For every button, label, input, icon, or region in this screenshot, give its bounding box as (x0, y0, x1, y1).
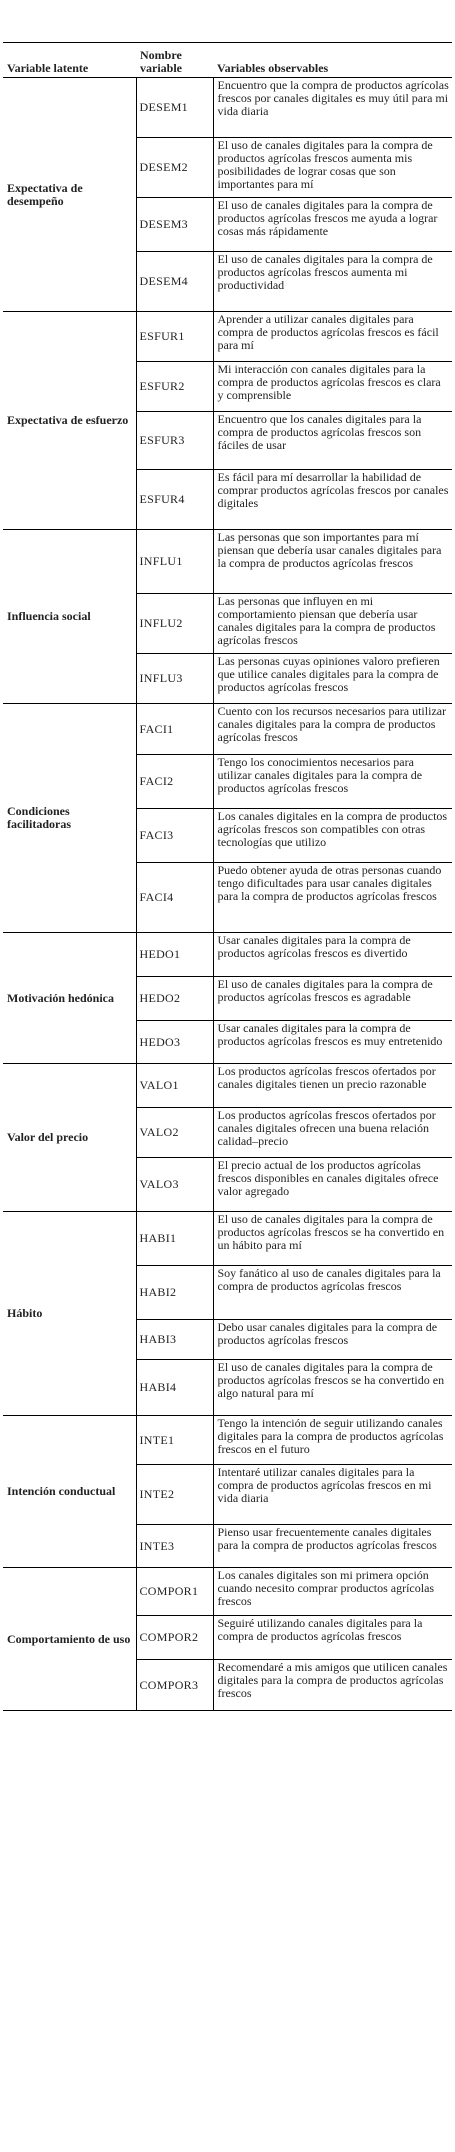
observed-variable-cell: Recomendaré a mis amigos que utilicen canales digitales para la compra de productos agrícolas frescos (213, 1660, 452, 1711)
variable-name-cell: DESEM4 (136, 252, 213, 312)
table-row (3, 1064, 452, 1108)
table-header (3, 43, 452, 78)
observed-variable-cell: Seguiré utilizando canales digitales para la compra de productos agrícolas frescos (213, 1616, 452, 1660)
variable-name-cell: ESFUR4 (136, 470, 213, 530)
observed-variable-cell: Las personas que son importantes para mí piensan que debería usar canales digitales para la compra de productos agrícolas frescos (213, 530, 452, 594)
table-row (3, 530, 452, 594)
variable-name-cell: HEDO3 (136, 1021, 213, 1064)
variable-name-cell: FACI4 (136, 863, 213, 933)
variable-name-cell: HABI3 (136, 1320, 213, 1360)
variable-name-cell: COMPOR2 (136, 1616, 213, 1660)
table-row (3, 1212, 452, 1266)
observed-variable-cell: El uso de canales digitales para la compra de productos agrícolas frescos aumenta mi productividad (213, 252, 452, 312)
observed-variable-cell: Puedo obtener ayuda de otras personas cuando tengo dificultades para usar canales digitales para la compra de productos agrícolas frescos (213, 863, 452, 933)
latent-variable-cell: Valor del precio (3, 1064, 136, 1212)
header-latent-variable: Variable latente (3, 43, 136, 78)
variable-name-cell: COMPOR1 (136, 1568, 213, 1616)
latent-variable-cell: Expectativa de desempeño (3, 78, 136, 312)
latent-variable-cell: Expectativa de esfuerzo (3, 312, 136, 530)
table-row (3, 704, 452, 755)
variables-table (3, 42, 452, 1711)
variable-name-cell: ESFUR3 (136, 412, 213, 470)
header-variable-name: Nombre variable (136, 43, 213, 78)
variable-name-cell: INFLU1 (136, 530, 213, 594)
observed-variable-cell: Debo usar canales digitales para la compra de productos agrícolas frescos (213, 1320, 452, 1360)
observed-variable-cell: Encuentro que la compra de productos agrícolas frescos por canales digitales es muy útil para mi vida diaria (213, 78, 452, 138)
variable-name-cell: ESFUR1 (136, 312, 213, 362)
latent-variable-cell: Comportamiento de uso (3, 1568, 136, 1711)
table-row (3, 312, 452, 362)
observed-variable-cell: Los canales digitales son mi primera opción cuando necesito comprar productos agrícolas frescos (213, 1568, 452, 1616)
observed-variable-cell: Es fácil para mí desarrollar la habilidad de comprar productos agrícolas frescos por canales digitales (213, 470, 452, 530)
variable-name-cell: COMPOR3 (136, 1660, 213, 1711)
latent-variable-cell: Influencia social (3, 530, 136, 704)
observed-variable-cell: Tengo los conocimientos necesarios para utilizar canales digitales para la compra de productos agrícolas frescos (213, 755, 452, 809)
variable-name-cell: FACI3 (136, 809, 213, 863)
observed-variable-cell: Los canales digitales en la compra de productos agrícolas frescos son compatibles con otras tecnologías que utilizo (213, 809, 452, 863)
variable-name-cell: DESEM1 (136, 78, 213, 138)
observed-variable-cell: El uso de canales digitales para la compra de productos agrícolas frescos aumenta mis posibilidades de lograr cosas que son importantes para mí (213, 138, 452, 198)
variable-name-cell: INTE1 (136, 1416, 213, 1465)
variable-name-cell: HABI4 (136, 1360, 213, 1416)
variable-name-cell: INTE3 (136, 1525, 213, 1568)
observed-variable-cell: El uso de canales digitales para la compra de productos agrícolas frescos es agradable (213, 977, 452, 1021)
observed-variable-cell: Encuentro que los canales digitales para la compra de productos agrícolas frescos son fáciles de usar (213, 412, 452, 470)
observed-variable-cell: Soy fanático al uso de canales digitales para la compra de productos agrícolas frescos (213, 1266, 452, 1320)
table-row (3, 78, 452, 138)
variable-name-cell: VALO2 (136, 1108, 213, 1158)
observed-variable-cell: El uso de canales digitales para la compra de productos agrícolas frescos se ha convertido en un hábito para mí (213, 1212, 452, 1266)
variable-name-cell: DESEM3 (136, 198, 213, 252)
variable-name-cell: VALO3 (136, 1158, 213, 1212)
observed-variable-cell: Usar canales digitales para la compra de productos agrícolas frescos es muy entretenido (213, 1021, 452, 1064)
observed-variable-cell: Aprender a utilizar canales digitales para compra de productos agrícolas frescos es fácil para mí (213, 312, 452, 362)
table-row (3, 1568, 452, 1616)
variable-name-cell: INFLU3 (136, 654, 213, 704)
observed-variable-cell: El precio actual de los productos agrícolas frescos disponibles en canales digitales ofrece valor agregado (213, 1158, 452, 1212)
variable-name-cell: HABI2 (136, 1266, 213, 1320)
variable-name-cell: ESFUR2 (136, 362, 213, 412)
header-observed-variables: Variables observables (213, 43, 452, 78)
observed-variable-cell: El uso de canales digitales para la compra de productos agrícolas frescos se ha convertido en algo natural para mí (213, 1360, 452, 1416)
variable-name-cell: FACI1 (136, 704, 213, 755)
variable-name-cell: HABI1 (136, 1212, 213, 1266)
variable-name-cell: HEDO2 (136, 977, 213, 1021)
variable-name-cell: FACI2 (136, 755, 213, 809)
observed-variable-cell: Tengo la intención de seguir utilizando canales digitales para la compra de productos agrícolas frescos en el futuro (213, 1416, 452, 1465)
observed-variable-cell: Cuento con los recursos necesarios para utilizar canales digitales para la compra de productos agrícolas frescos (213, 704, 452, 755)
observed-variable-cell: Los productos agrícolas frescos ofertados por canales digitales ofrecen una buena relación calidad–precio (213, 1108, 452, 1158)
observed-variable-cell: Las personas cuyas opiniones valoro prefieren que utilice canales digitales para la compra de productos agrícolas frescos (213, 654, 452, 704)
variable-name-cell: INFLU2 (136, 594, 213, 654)
variable-name-cell: VALO1 (136, 1064, 213, 1108)
observed-variable-cell: Mi interacción con canales digitales para la compra de productos agrícolas frescos es clara y comprensible (213, 362, 452, 412)
variable-name-cell: DESEM2 (136, 138, 213, 198)
variable-name-cell: INTE2 (136, 1465, 213, 1525)
table-row (3, 933, 452, 977)
observed-variable-cell: El uso de canales digitales para la compra de productos agrícolas frescos me ayuda a lograr cosas más rápidamente (213, 198, 452, 252)
latent-variable-cell: Condiciones facilitadoras (3, 704, 136, 933)
latent-variable-cell: Hábito (3, 1212, 136, 1416)
observed-variable-cell: Las personas que influyen en mi comportamiento piensan que debería usar canales digitales para la compra de productos agrícolas frescos (213, 594, 452, 654)
observed-variable-cell: Usar canales digitales para la compra de productos agrícolas frescos es divertido (213, 933, 452, 977)
variable-name-cell: HEDO1 (136, 933, 213, 977)
observed-variable-cell: Intentaré utilizar canales digitales para la compra de productos agrícolas frescos en mi vida diaria (213, 1465, 452, 1525)
observed-variable-cell: Pienso usar frecuentemente canales digitales para la compra de productos agrícolas frescos (213, 1525, 452, 1568)
table-body (3, 78, 452, 1711)
latent-variable-cell: Intención conductual (3, 1416, 136, 1568)
observed-variable-cell: Los productos agrícolas frescos ofertados por canales digitales tienen un precio razonable (213, 1064, 452, 1108)
table-row (3, 1416, 452, 1465)
latent-variable-cell: Motivación hedónica (3, 933, 136, 1064)
